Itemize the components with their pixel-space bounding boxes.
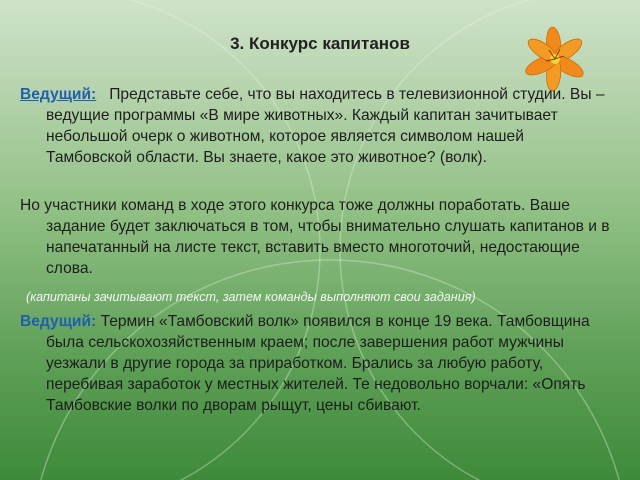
- speaker-label: Ведущий:: [20, 86, 97, 103]
- stage-note: (капитаны зачитывают текст, затем команды выполняют свои задания): [26, 290, 476, 304]
- paragraph-task: [20, 195, 610, 279]
- paragraph-intro: [20, 84, 610, 168]
- paragraph-history: [20, 311, 610, 416]
- speaker-label: Ведущий:: [20, 313, 97, 330]
- orange-lily-flower-icon: [522, 26, 588, 92]
- paragraph-text: Но участники команд в ходе этого конкурса тоже должны поработать. Ваше задание будет заключаться в том, чтобы внимательно слушать капитанов и в напечатанный на листе текст, вставить вместо многоточий, недостающие слова.: [20, 197, 610, 277]
- slide-title: 3. Конкурс капитанов: [230, 34, 410, 53]
- paragraph-text: Термин «Тамбовский волк» появился в конце 19 века. Тамбовщина была сельскохозяйственным краем; после завершения работ мужчины уезжали в другие города за приработком. Брались за любую работу, перебивая заработок у местных жителей. Те недовольно ворчали: «Опять Тамбовские волки по дворам рыщут, цены сбивают.: [46, 313, 590, 414]
- paragraph-text: Представьте себе, что вы находитесь в телевизионной студии. Вы – ведущие программы «В мире животных». Каждый капитан зачитывает небольшой очерк о животном, которое является символом нашей Тамбовской области. Вы знаете, какое это животное? (волк).: [46, 86, 605, 166]
